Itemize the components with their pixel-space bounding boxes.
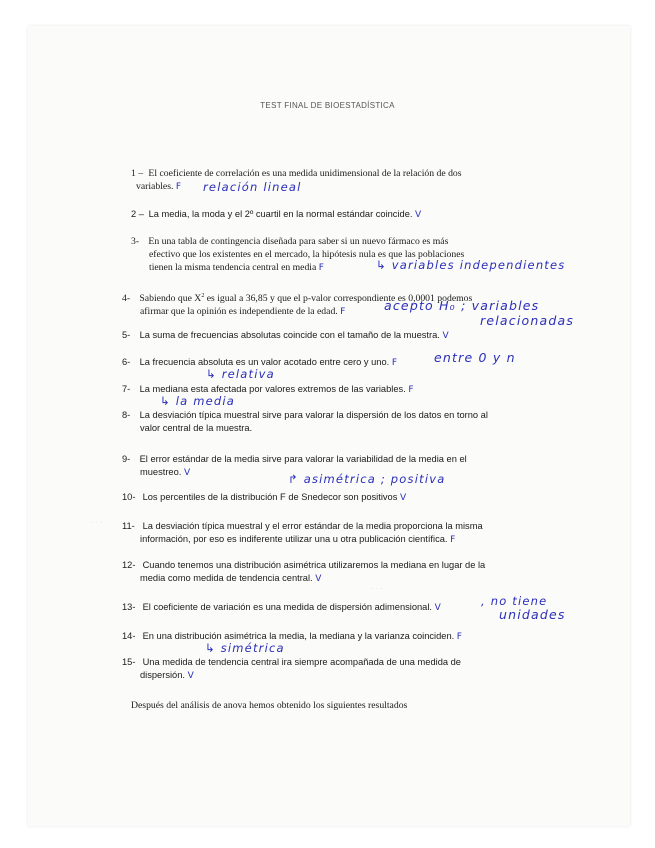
question-text: La mediana esta afectada por valores extremos de las variables. <box>139 384 406 394</box>
question-text: El coeficiente de correlación es una medida unidimensional de la relación de dos <box>148 168 462 179</box>
question-text: Sabiendo que $X^2$ es igual a 36,85 y que el p-valor correspondiente es 0,0001 podemos <box>139 293 473 305</box>
answer-mark: V <box>415 210 422 220</box>
question-number: 15- <box>122 657 136 667</box>
question-2 <box>131 208 421 222</box>
question-text: La desviación típica muestral sirve para valorar la dispersión de los datos en torno al <box>139 410 488 420</box>
question-number: 8- <box>122 410 131 420</box>
handwritten-note: ↳ simétrica <box>205 641 285 655</box>
question-8 <box>122 409 488 435</box>
answer-mark: F <box>408 385 414 395</box>
handwritten-note: relación lineal <box>203 180 302 194</box>
question-text: muestreo. <box>140 466 182 477</box>
handwritten-note: ↳ relativa <box>206 367 275 381</box>
question-text: Los percentiles de la distribución F de Snedecor son positivos <box>142 492 398 502</box>
question-number: 10- <box>122 492 136 502</box>
question-text: En una distribución asimétrica la media, la mediana y la varianza coinciden. <box>142 631 455 641</box>
question-number: 2 – <box>131 209 144 219</box>
question-number: 7- <box>122 384 131 394</box>
handwritten-note: , no tiene <box>481 594 548 608</box>
question-number: 12- <box>122 560 136 570</box>
question-text: tienen la misma tendencia central en media <box>149 261 317 273</box>
handwritten-note: acepto H₀ ; variables <box>384 298 540 313</box>
answer-mark: V <box>183 467 191 478</box>
bleed-through-text: · · · <box>90 518 103 527</box>
question-number: 11- <box>122 521 135 531</box>
answer-mark: V <box>442 331 449 341</box>
answer-mark: F <box>340 307 346 318</box>
handwritten-note: ↱ asimétrica ; positiva <box>288 472 446 486</box>
question-12 <box>122 559 485 586</box>
question-text: En una tabla de contingencia diseñada para saber si un nuevo fármaco es más <box>148 236 449 247</box>
question-text: información, por eso es indiferente utilizar una u otra publicación científica. <box>140 533 448 544</box>
handwritten-note: ↳ variables independientes <box>376 258 566 272</box>
answer-mark: V <box>434 603 441 613</box>
answer-mark: V <box>315 573 322 584</box>
question-number: 14- <box>122 631 136 641</box>
handwritten-note: entre 0 y n <box>434 350 516 365</box>
question-text: El error estándar de la media sirve para valorar la variabilidad de la media en el <box>139 454 467 464</box>
question-10 <box>122 491 406 505</box>
question-5 <box>122 329 449 343</box>
question-text: variables. <box>136 180 174 192</box>
question-15 <box>122 656 461 683</box>
closing-paragraph: Después del análisis de anova hemos obtenido los siguientes resultados <box>131 700 408 711</box>
question-text: Una medida de tendencia central ira siempre acompañada de una medida de <box>142 657 461 667</box>
question-13 <box>122 601 441 615</box>
question-number: 6- <box>122 357 131 367</box>
question-text: valor central de la muestra. <box>140 422 253 433</box>
handwritten-note: ↳ la media <box>160 394 236 408</box>
document-title: TEST FINAL DE BIOESTADÍSTICA <box>260 101 395 110</box>
question-text: afirmar que la opinión es independiente de la edad. <box>140 306 338 318</box>
answer-mark: F <box>450 534 456 545</box>
question-number: 1 – <box>131 168 144 179</box>
question-14 <box>122 630 462 644</box>
question-text: La suma de frecuencias absolutas coincide con el tamaño de la muestra. <box>139 330 440 340</box>
question-11 <box>122 520 483 547</box>
question-text: media como medida de tendencia central. <box>140 572 313 583</box>
question-text: El coeficiente de variación es una medida de dispersión adimensional. <box>142 602 433 612</box>
question-text: efectivo que los existentes en el mercado, la hipótesis nula es que las poblaciones <box>149 248 465 260</box>
answer-mark: V <box>399 493 407 503</box>
question-text: dispersión. <box>140 669 185 680</box>
answer-mark: F <box>391 358 398 368</box>
question-number: 9- <box>122 454 131 464</box>
handwritten-note: relacionadas <box>480 313 575 328</box>
question-text: La frecuencia absoluta es un valor acotado entre cero y uno. <box>139 357 390 367</box>
question-number: 4- <box>122 293 131 305</box>
question-number: 13- <box>122 602 136 612</box>
answer-mark: F <box>318 262 324 273</box>
question-number: 3- <box>131 236 140 247</box>
question-text: La desviación típica muestral y el error estándar de la media proporciona la misma <box>142 521 483 531</box>
handwritten-note: unidades <box>499 607 566 622</box>
answer-mark: F <box>456 632 462 642</box>
answer-mark: V <box>187 670 194 681</box>
answer-mark: F <box>175 181 181 192</box>
bleed-through-text: · · · <box>370 584 383 593</box>
question-number: 5- <box>122 330 131 340</box>
question-text: Cuando tenemos una distribución asimétrica utilizaremos la mediana en lugar de la <box>142 560 486 570</box>
question-text: La media, la moda y el 2º cuartil en la normal estándar coincide. <box>148 209 413 219</box>
